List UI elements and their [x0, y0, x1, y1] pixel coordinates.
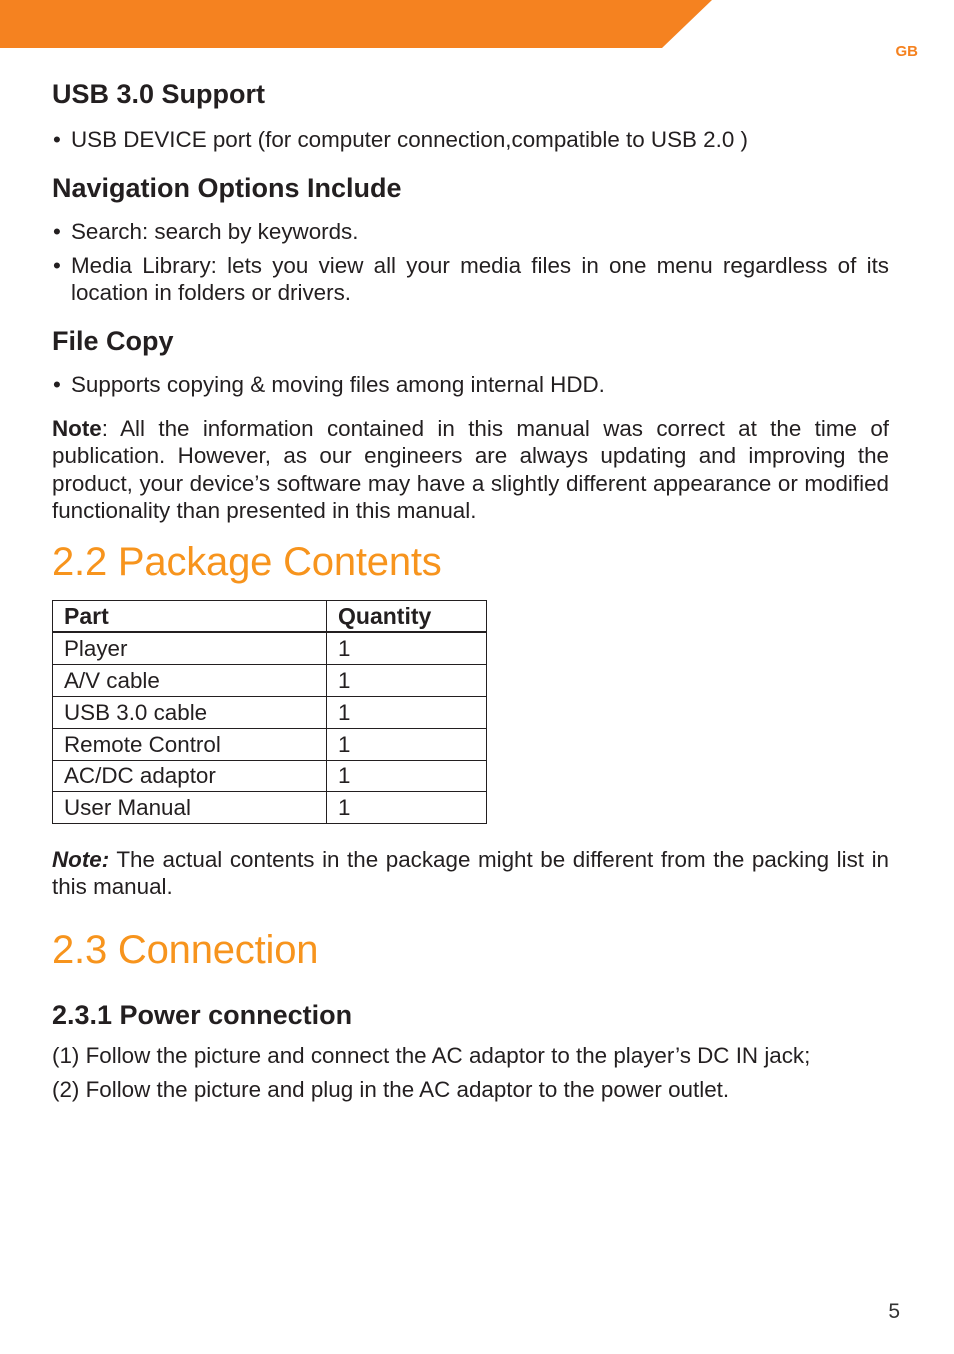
table-row	[53, 665, 487, 697]
package-note-text: The actual contents in the package might be different from the packing list in	[109, 847, 889, 872]
list-item-text	[71, 218, 889, 246]
bullet: •	[53, 219, 61, 244]
package-note-line: this manual.	[52, 874, 173, 899]
part-cell: Remote Control	[53, 729, 327, 760]
language-tag: GB	[895, 43, 918, 60]
quantity-cell: 1	[327, 792, 487, 823]
table-row	[53, 633, 487, 665]
quantity-cell: 1	[327, 761, 487, 791]
note-line: functionality than presented in this manual.	[52, 497, 477, 523]
list-item	[53, 252, 889, 306]
list-item-line: Media Library: lets you view all your media files in one menu regardless of its	[71, 253, 889, 278]
quantity-cell: 1	[327, 729, 487, 760]
quantity-cell: 1	[327, 665, 487, 696]
package-contents-table	[52, 600, 487, 824]
list-item	[53, 371, 889, 399]
package-note	[52, 846, 889, 900]
list-item-line: location in folders or drivers.	[71, 280, 352, 305]
package-note-line	[52, 846, 889, 873]
power-step-1: (1) Follow the picture and connect the AC adaptor to the player’s DC IN jack;	[52, 1043, 811, 1068]
note-text: : All the information contained in this manual was correct at the time of	[101, 416, 889, 441]
table-row	[53, 697, 487, 729]
list-item	[53, 126, 889, 154]
note-line: publication. However, as our engineers are always updating and improving the	[52, 443, 889, 469]
list-item-line: USB DEVICE port (for computer connection,compatible to USB 2.0 )	[71, 127, 748, 152]
section-title-file-copy: File Copy	[52, 326, 174, 356]
header-banner-shape	[0, 0, 712, 48]
section-title-power-connection: 2.3.1 Power connection	[52, 1000, 353, 1030]
note-line	[52, 415, 889, 442]
note-paragraph	[52, 415, 889, 524]
column-header-quantity: Quantity	[327, 601, 487, 631]
section-title-navigation: Navigation Options Include	[52, 173, 402, 203]
table-row	[53, 761, 487, 792]
list-item-text	[71, 252, 889, 306]
list-item-line: Search: search by keywords.	[71, 219, 359, 244]
header-banner	[0, 0, 712, 48]
quantity-cell: 1	[327, 633, 487, 664]
list-item-line: Supports copying & moving files among internal HDD.	[71, 372, 605, 397]
list-item-text	[71, 371, 889, 399]
page-number: 5	[888, 1300, 900, 1323]
quantity-cell: 1	[327, 697, 487, 728]
bullet: •	[53, 253, 61, 278]
list-item-text	[71, 126, 889, 154]
bullet: •	[53, 372, 61, 397]
list-item	[53, 218, 889, 246]
part-cell: Player	[53, 633, 327, 664]
chapter-title-package-contents: 2.2 Package Contents	[52, 540, 442, 584]
part-cell: A/V cable	[53, 665, 327, 696]
section-title-usb: USB 3.0 Support	[52, 79, 266, 109]
table-row	[53, 729, 487, 761]
note-line: product, your device’s software may have a slightly different appearance or modified	[52, 470, 889, 496]
part-cell: User Manual	[53, 792, 327, 823]
package-note-label: Note:	[52, 847, 110, 872]
part-cell: AC/DC adaptor	[53, 761, 327, 791]
chapter-title-connection: 2.3 Connection	[52, 928, 319, 972]
table-header-row	[53, 601, 487, 633]
note-label: Note	[52, 416, 102, 441]
part-cell: USB 3.0 cable	[53, 697, 327, 728]
table-row	[53, 792, 487, 824]
bullet: •	[53, 127, 61, 152]
power-step-2: (2) Follow the picture and plug in the AC adaptor to the power outlet.	[52, 1077, 730, 1102]
column-header-part: Part	[53, 601, 327, 631]
